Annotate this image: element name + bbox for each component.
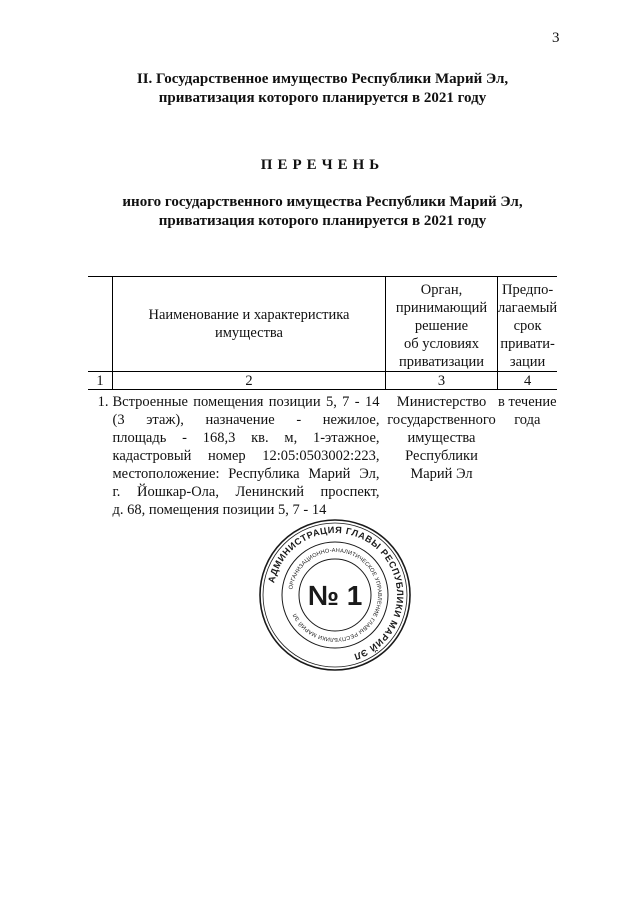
- header-term-line: срок: [513, 318, 542, 334]
- official-stamp: [258, 518, 412, 672]
- term-line: в течение: [498, 394, 557, 410]
- description-line: Встроенные помещения позиции 5, 7 - 14: [112, 394, 380, 410]
- header-organ-line: приватизации: [398, 354, 485, 370]
- header-name-line-1: Наименование и характеристика: [148, 307, 350, 323]
- stamp-number: № 1: [307, 580, 363, 611]
- table-header-row: [88, 277, 557, 372]
- row-term: [498, 390, 558, 520]
- page-number: 3: [552, 30, 560, 46]
- header-term-cell: [498, 277, 558, 372]
- perechen-subtitle: [60, 193, 585, 231]
- stamp-inner-text: ОРГАНИЗАЦИОННО-АНАЛИТИЧЕСКОЕ УПРАВЛЕНИЕ ГЛАВЫ РЕСПУБЛИКИ МАРИЙ ЭЛ: [288, 547, 383, 643]
- description-line: площадь - 168,3 кв. м, 1-этажное,: [112, 430, 380, 446]
- section-title-line-1: II. Государственное имущество Республики Марий Эл,: [136, 71, 509, 87]
- header-term-line: привати-: [500, 336, 555, 352]
- column-index-cell: 1: [88, 372, 113, 390]
- column-index-row: [88, 372, 557, 390]
- organ-line: имущества: [407, 430, 476, 446]
- header-term-line: лагаемый: [498, 300, 558, 316]
- organ-line: государственного: [387, 412, 496, 428]
- column-index-cell: 2: [113, 372, 386, 390]
- description-line: (3 этаж), назначение - нежилое,: [112, 412, 380, 428]
- property-table: [88, 276, 557, 519]
- perechen-subtitle-line-2: приватизация которого планируется в 2021 году: [158, 213, 487, 229]
- column-index-cell: 3: [386, 372, 498, 390]
- row-organ: [386, 390, 498, 520]
- column-index-cell: 4: [498, 372, 558, 390]
- header-organ-line: решение: [414, 318, 469, 334]
- description-line: г. Йошкар-Ола, Ленинский проспект,: [112, 484, 380, 500]
- header-term-line: Предпо-: [501, 282, 554, 298]
- description-line: д. 68, помещения позиции 5, 7 - 14: [112, 502, 327, 518]
- perechen-subtitle-line-1: иного государственного имущества Республики Марий Эл,: [122, 194, 523, 210]
- header-term-line: зации: [509, 354, 546, 370]
- organ-line: Министерство: [396, 394, 487, 410]
- stamp-outer-text: АДМИНИСТРАЦИЯ ГЛАВЫ РЕСПУБЛИКИ МАРИЙ ЭЛ: [266, 524, 406, 662]
- table-row: [88, 390, 557, 520]
- header-organ-line: принимающий: [395, 300, 488, 316]
- organ-line: Марий Эл: [410, 466, 473, 482]
- description-line: местоположение: Республика Марий Эл,: [112, 466, 380, 482]
- section-title-line-2: приватизация которого планируется в 2021 году: [158, 90, 487, 106]
- header-num-cell: [88, 277, 113, 372]
- perechen-title: ПЕРЕЧЕНЬ: [260, 157, 385, 173]
- row-property-description: [113, 390, 386, 520]
- header-name-cell: [113, 277, 386, 372]
- organ-line: Республики: [405, 448, 478, 464]
- section-title: [60, 70, 585, 108]
- header-name-line-2: имущества: [214, 325, 283, 341]
- header-organ-line: об условиях: [404, 336, 479, 352]
- header-organ-line: Орган,: [420, 282, 463, 298]
- term-line: года: [514, 412, 541, 428]
- row-number: 1.: [97, 394, 109, 410]
- description-line: кадастровый номер 12:05:0503002:223,: [112, 448, 380, 464]
- header-organ-cell: [386, 277, 498, 372]
